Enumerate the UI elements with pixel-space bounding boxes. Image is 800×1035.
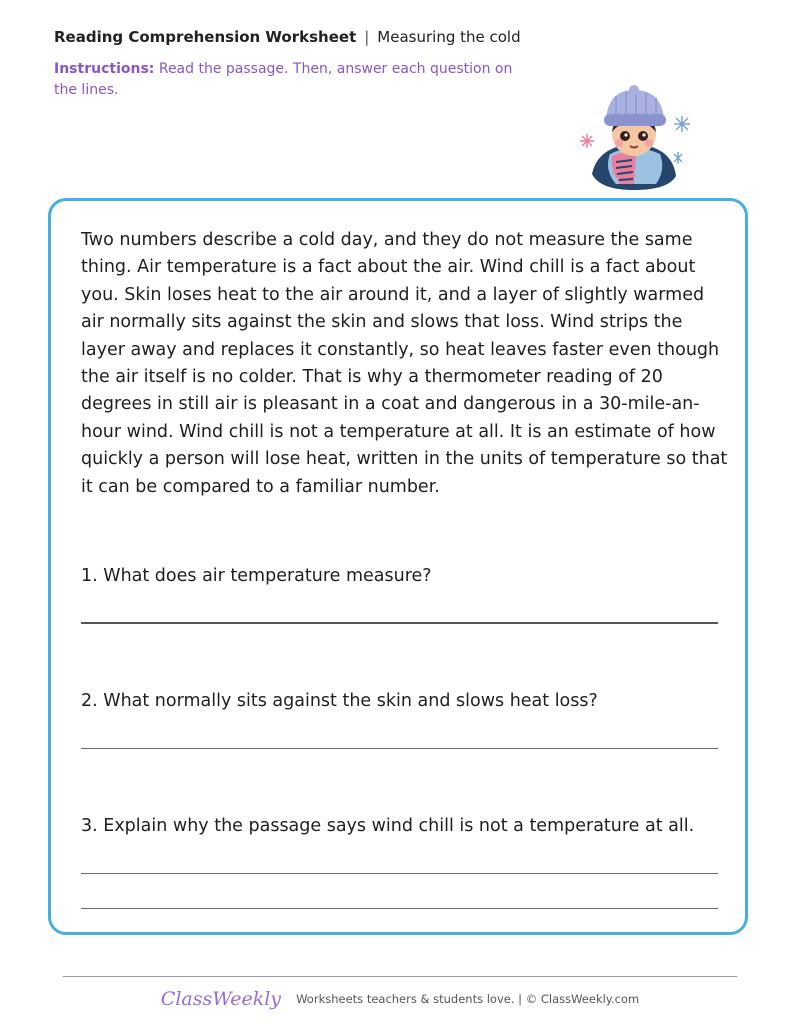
instructions <box>54 59 514 101</box>
answer-line-3a[interactable] <box>81 873 718 874</box>
instructions-text: Read the passage. Then, answer each question on the lines. <box>54 61 513 98</box>
question-2: 2. What normally sits against the skin and slows heat loss? <box>81 691 598 711</box>
header-separator: | <box>364 28 370 46</box>
answer-line-3b[interactable] <box>81 908 718 909</box>
footer <box>0 988 800 1010</box>
question-3: 3. Explain why the passage says wind chill is not a temperature at all. <box>81 816 695 836</box>
worksheet-title: Reading Comprehension Worksheet <box>54 28 357 46</box>
question-1: 1. What does air temperature measure? <box>81 566 432 586</box>
instructions-label: Instructions: <box>54 61 155 77</box>
reading-passage: Two numbers describe a cold day, and they do not measure the same thing. Air temperature is a fact about the air. Wind chill is a fact about you. Skin loses heat to the air around it, and a layer of slightly warmed air normally sits against the skin and slows that loss. Wind strips the layer away and replaces it constantly, so heat leaves faster even though the air itself is no colder. That is why a thermometer reading of 20 degrees in still air is pleasant in a coat and dangerous in a 30-mile-an-hour wind. Wind chill is not a temperature at all. It is an estimate of how quickly a person will lose heat, written in the units of temperature so that it can be compared to a familiar number. <box>81 230 728 497</box>
brand-logo: ClassWeekly <box>160 988 282 1010</box>
answer-line-2[interactable] <box>81 748 718 749</box>
footer-tagline: Worksheets teachers & students love. | © ClassWeekly.com <box>296 992 640 1006</box>
child-in-winter-hat-and-scarf-icon <box>576 84 694 194</box>
worksheet-header <box>54 28 521 46</box>
answer-line-1[interactable] <box>81 622 718 624</box>
worksheet-subtitle: Measuring the cold <box>377 28 521 46</box>
footer-divider <box>63 976 737 977</box>
